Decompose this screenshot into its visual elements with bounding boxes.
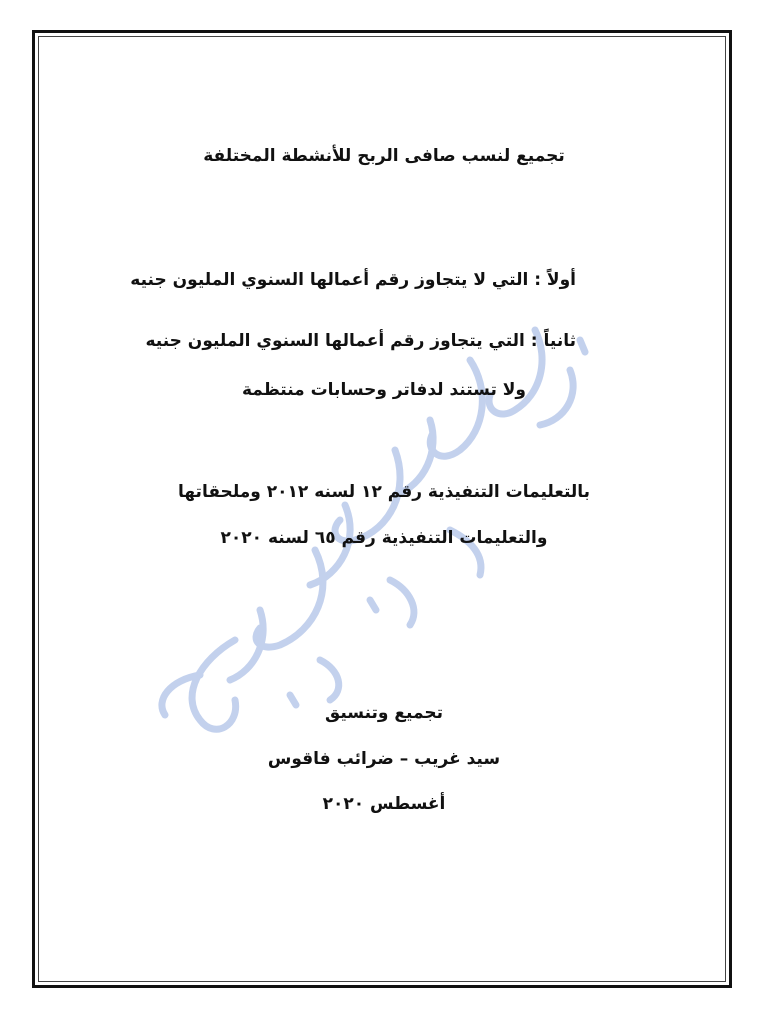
page-border xyxy=(32,30,732,988)
document-title: تجميع لنسب صافى الربح للأنشطة المختلفة xyxy=(203,146,565,166)
item-one-text: التي لا يتجاوز رقم أعمالها السنوي المليون جنيه xyxy=(130,270,529,290)
item-two-prefix: ثانياً : xyxy=(530,331,576,351)
item-two-continuation: ولا تستند لدفاتر وحسابات منتظمة xyxy=(242,380,526,400)
item-one xyxy=(130,270,576,290)
item-one-prefix: أولاً : xyxy=(534,270,576,290)
instructions-line-2: والتعليمات التنفيذية رقم ٦٥ لسنه ٢٠٢٠ xyxy=(220,528,548,548)
item-two xyxy=(145,331,576,351)
compiled-label: تجميع وتنسيق xyxy=(325,703,443,723)
page-border-inner xyxy=(38,36,726,982)
author-name: سيد غريب – ضرائب فاقوس xyxy=(267,749,501,769)
item-two-text: التي يتجاوز رقم أعمالها السنوي المليون جنيه xyxy=(145,331,525,351)
instructions-line-1: بالتعليمات التنفيذية رقم ١٢ لسنه ٢٠١٢ وملحقاتها xyxy=(177,482,591,502)
document-date: أغسطس ٢٠٢٠ xyxy=(322,794,446,814)
